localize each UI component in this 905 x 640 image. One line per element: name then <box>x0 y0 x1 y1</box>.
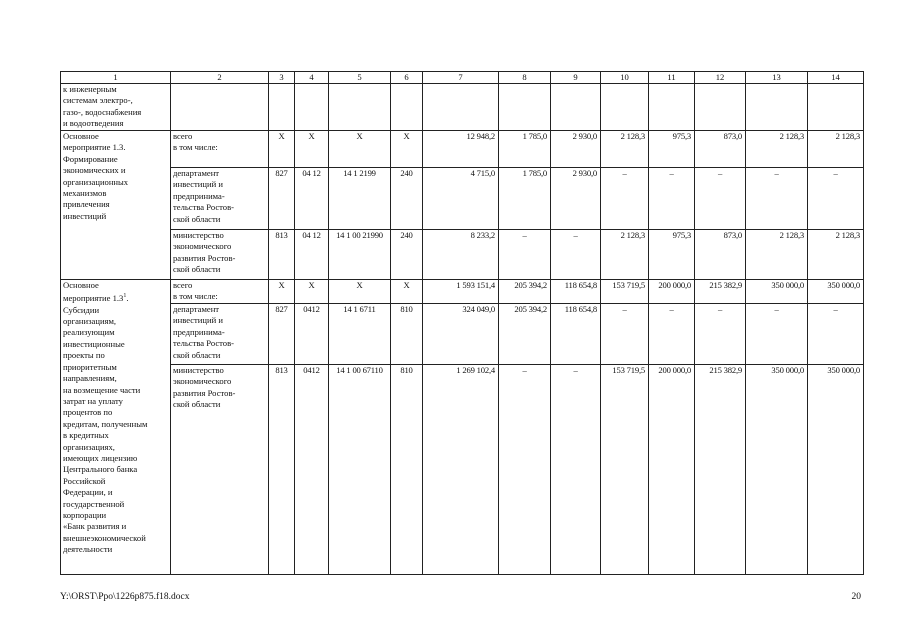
measure-name-part: Основное мероприятие 1.3 <box>63 280 124 304</box>
col-header: 2 <box>171 72 269 84</box>
column-number-row <box>61 72 864 84</box>
cell-value: 200 000,0 <box>649 280 695 304</box>
cell-value: 2 128,3 <box>601 131 649 168</box>
cell-value: 975,3 <box>649 230 695 280</box>
cell-value: – <box>808 304 864 365</box>
col-header: 10 <box>601 72 649 84</box>
cell-csr: X <box>329 131 391 168</box>
cell-csr: 14 1 00 21990 <box>329 230 391 280</box>
cell-value: 12 948,2 <box>423 131 499 168</box>
cell-value: 1 269 102,4 <box>423 365 499 575</box>
cell-value: – <box>601 304 649 365</box>
cell-value: 1 785,0 <box>499 168 551 230</box>
cell-value: 2 930,0 <box>551 168 601 230</box>
cell-value: – <box>746 304 808 365</box>
cell-grbs: 813 <box>269 365 295 575</box>
cell-rzpr: 0412 <box>295 304 329 365</box>
cell-value: 350 000,0 <box>746 365 808 575</box>
col-header: 5 <box>329 72 391 84</box>
table-row <box>61 230 864 280</box>
cell-value: 2 128,3 <box>746 131 808 168</box>
cell-value: 324 049,0 <box>423 304 499 365</box>
executor-cell: всего в том числе: <box>171 280 269 304</box>
cell-value: 153 719,5 <box>601 365 649 575</box>
cell-grbs: X <box>269 280 295 304</box>
cell-vr: 810 <box>391 304 423 365</box>
cell-grbs: X <box>269 131 295 168</box>
cell-value: – <box>499 230 551 280</box>
page-number: 20 <box>851 592 861 602</box>
cell-value: 2 128,3 <box>601 230 649 280</box>
cell-rzpr: 04 12 <box>295 168 329 230</box>
cell-value: – <box>601 168 649 230</box>
table-row <box>61 280 864 304</box>
cell-value: 8 233,2 <box>423 230 499 280</box>
table-row-continuation <box>61 84 864 131</box>
col-header: 11 <box>649 72 695 84</box>
col-header: 12 <box>695 72 746 84</box>
executor-cell: министерство экономического развития Ростов- ской области <box>171 230 269 280</box>
cell-value: 4 715,0 <box>423 168 499 230</box>
cell-value: 118 654,8 <box>551 304 601 365</box>
cell-value: – <box>499 365 551 575</box>
cell-value: – <box>551 365 601 575</box>
cell-grbs: 813 <box>269 230 295 280</box>
measure-name-cell: Основное мероприятие 1.3. Формирование экономических и организационных механизмов привлечения инвестиций <box>61 131 171 280</box>
col-header: 14 <box>808 72 864 84</box>
cell-rzpr: 0412 <box>295 365 329 575</box>
cell-grbs: 827 <box>269 304 295 365</box>
executor-cell: всего в том числе: <box>171 131 269 168</box>
cell-value: 118 654,8 <box>551 280 601 304</box>
cell-value: – <box>695 304 746 365</box>
cell-value: 205 394,2 <box>499 304 551 365</box>
cell-value: 2 930,0 <box>551 131 601 168</box>
cell-value: – <box>695 168 746 230</box>
cell-rzpr: X <box>295 131 329 168</box>
measure-name-cell: к инженерным системам электро-, газо-, водоснабжения и водоотведения <box>61 84 171 131</box>
cell-vr: X <box>391 280 423 304</box>
cell-value: 200 000,0 <box>649 365 695 575</box>
cell-vr: 810 <box>391 365 423 575</box>
cell-csr: 14 1 2199 <box>329 168 391 230</box>
cell-csr: 14 1 00 67110 <box>329 365 391 575</box>
measure-superscript: 1 <box>123 293 127 300</box>
cell-vr: 240 <box>391 230 423 280</box>
cell-rzpr: X <box>295 280 329 304</box>
program-table <box>60 71 864 575</box>
col-header: 3 <box>269 72 295 84</box>
table-row <box>61 304 864 365</box>
cell-rzpr: 04 12 <box>295 230 329 280</box>
cell-value: 205 394,2 <box>499 280 551 304</box>
cell-value: – <box>649 168 695 230</box>
col-header: 8 <box>499 72 551 84</box>
cell-value: – <box>808 168 864 230</box>
cell-value: – <box>551 230 601 280</box>
measure-name-cell <box>61 280 171 575</box>
table-row <box>61 168 864 230</box>
col-header: 6 <box>391 72 423 84</box>
col-header: 9 <box>551 72 601 84</box>
cell-vr: 240 <box>391 168 423 230</box>
cell-value: 350 000,0 <box>808 365 864 575</box>
cell-value: 1 593 151,4 <box>423 280 499 304</box>
cell-value: 215 382,9 <box>695 365 746 575</box>
cell-value: 350 000,0 <box>746 280 808 304</box>
cell-value: 2 128,3 <box>808 230 864 280</box>
cell-value: 873,0 <box>695 230 746 280</box>
cell-value: 873,0 <box>695 131 746 168</box>
cell-value: 215 382,9 <box>695 280 746 304</box>
cell-grbs: 827 <box>269 168 295 230</box>
cell-value: 2 128,3 <box>808 131 864 168</box>
executor-cell: департамент инвестиций и предпринима- тельства Ростов- ской области <box>171 168 269 230</box>
file-path-footer: Y:\ORST\Ppo\1226p875.f18.docx <box>60 592 190 602</box>
cell-csr: X <box>329 280 391 304</box>
cell-value: 975,3 <box>649 131 695 168</box>
table-row <box>61 365 864 575</box>
col-header: 4 <box>295 72 329 84</box>
cell-value: 1 785,0 <box>499 131 551 168</box>
col-header: 13 <box>746 72 808 84</box>
col-header: 1 <box>61 72 171 84</box>
cell-value: – <box>649 304 695 365</box>
cell-csr: 14 1 6711 <box>329 304 391 365</box>
cell-value: – <box>746 168 808 230</box>
measure-name-part: . Субсидии организациям, реализующим инвестиционные проекты по приоритетным направлениям, на возмещение части затрат на уплату процентов по кредитам, полученным в кредитных организациях, имеющих лицензию Центрального банка Российской Федерации, и государственной корпорации «Банк развития и внешнеэкономической деятельности <box>63 293 148 555</box>
cell-vr: X <box>391 131 423 168</box>
cell-value: 153 719,5 <box>601 280 649 304</box>
col-header: 7 <box>423 72 499 84</box>
cell-value: 350 000,0 <box>808 280 864 304</box>
executor-cell: департамент инвестиций и предпринима- тельства Ростов- ской области <box>171 304 269 365</box>
table-row <box>61 131 864 168</box>
executor-cell: министерство экономического развития Ростов- ской области <box>171 365 269 575</box>
cell-value: 2 128,3 <box>746 230 808 280</box>
